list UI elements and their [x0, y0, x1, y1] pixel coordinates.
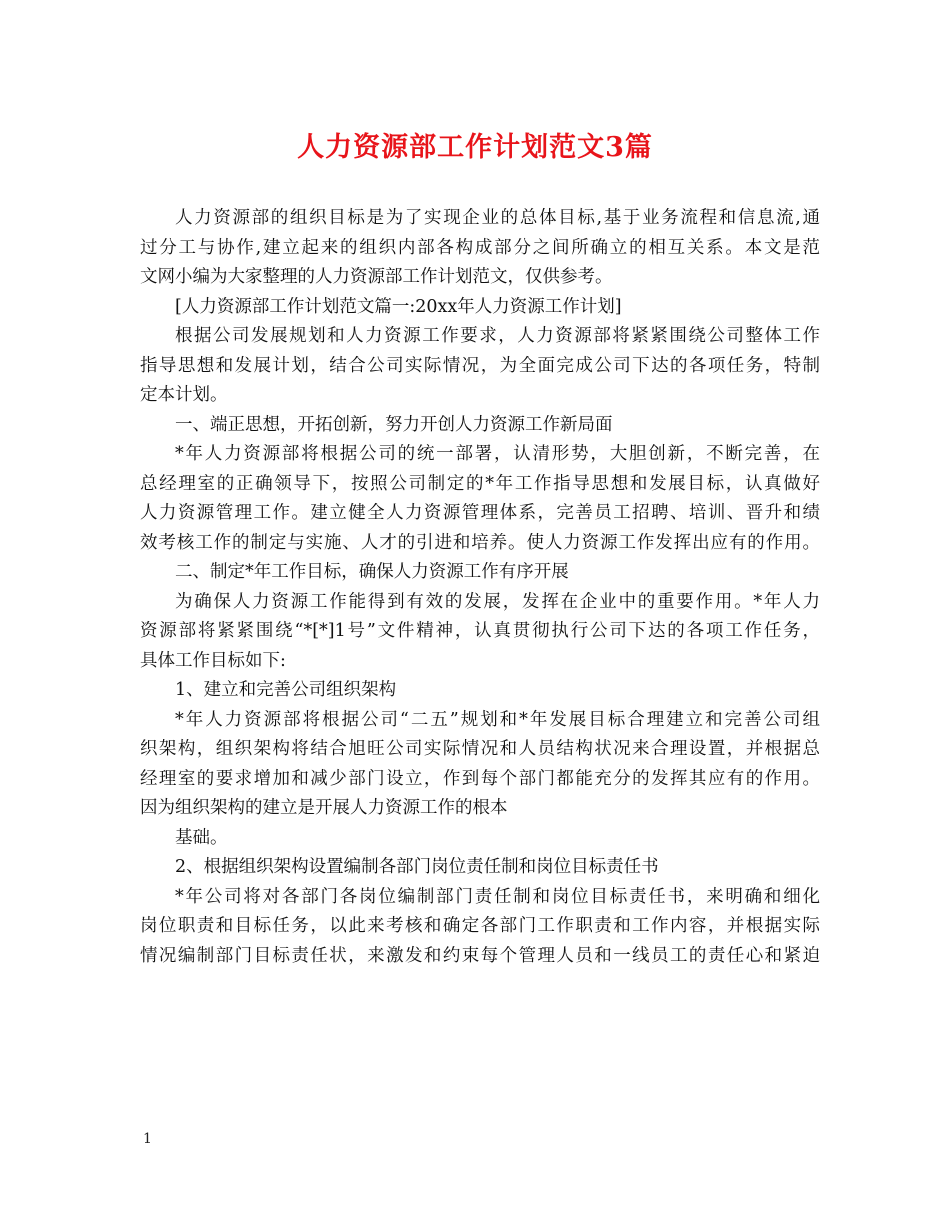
text-line: 经理室的要求增加和减少部门设立，作到每个部门都能充分的发挥其应有的作用。 [140, 768, 820, 789]
text-line: 定本计划。 [140, 385, 228, 405]
text-line: 人力资源部的组织目标是为了实现企业的总体目标,基于业务流程和信息流,通 [175, 208, 820, 228]
text-line: 一、端正思想，开拓创新，努力开创人力资源工作新局面 [175, 414, 613, 435]
text-line: 1、建立和完善公司组织架构 [175, 680, 397, 700]
text-line: 为确保人力资源工作能得到有效的发展，发挥在企业中的重要作用。*年人力 [175, 591, 820, 612]
text-line: 资源部将紧紧围绕“*[*]1号”文件精神，认真贯彻执行公司下达的各项工作任务， [140, 621, 820, 641]
text-line: 人力资源管理工作。建立健全人力资源管理体系，完善员工招聘、培训、晋升和绩 [140, 503, 820, 523]
text-line: *年人力资源部将根据公司的统一部署，认清形势，大胆创新，不断完善，在 [175, 444, 820, 464]
text-line: 效考核工作的制定与实施、人才的引进和培养。使人力资源工作发挥出应有的作用。 [140, 532, 820, 553]
text-line: 基础。 [175, 827, 228, 848]
text-line: 指导思想和发展计划，结合公司实际情况，为全面完成公司下达的各项任务，特制 [140, 355, 820, 376]
text-line: *年人力资源部将根据公司“二五”规划和*年发展目标合理建立和完善公司组 [175, 709, 820, 730]
text-line: 情况编制部门目标责任状，来激发和约束每个管理人员和一线员工的责任心和紧迫 [140, 945, 820, 966]
text-line: 根据公司发展规划和人力资源工作要求，人力资源部将紧紧围绕公司整体工作 [175, 326, 820, 346]
page-number: 1 [143, 1131, 152, 1147]
text-line: 织架构，组织架构将结合旭旺公司实际情况和人员结构状况来合理设置，并根据总 [140, 739, 820, 759]
document-body [140, 204, 820, 971]
text-line: 岗位职责和目标任务，以此来考核和确定各部门工作职责和工作内容，并根据实际 [140, 916, 820, 936]
text-line: 文网小编为大家整理的人力资源部工作计划范文，仅供参考。 [140, 267, 613, 287]
text-line: 因为组织架构的建立是开展人力资源工作的根本 [140, 798, 508, 818]
text-line: 过分工与协作,建立起来的组织内部各构成部分之间所确立的相互关系。本文是范 [140, 237, 820, 258]
text-line: [人力资源部工作计划范文篇一:20xx年人力资源工作计划] [175, 296, 622, 317]
text-line: *年公司将对各部门各岗位编制部门责任制和岗位目标责任书，来明确和细化 [175, 886, 820, 907]
document-title: 人力资源部工作计划范文3篇 [297, 132, 653, 163]
text-line: 总经理室的正确领导下，按照公司制定的*年工作指导思想和发展目标，认真做好 [140, 473, 820, 494]
text-line: 具体工作目标如下: [140, 650, 286, 671]
text-line: 2、根据组织架构设置编制各部门岗位责任制和岗位目标责任书 [175, 857, 659, 877]
text-line: 二、制定*年工作目标，确保人力资源工作有序开展 [175, 562, 569, 582]
